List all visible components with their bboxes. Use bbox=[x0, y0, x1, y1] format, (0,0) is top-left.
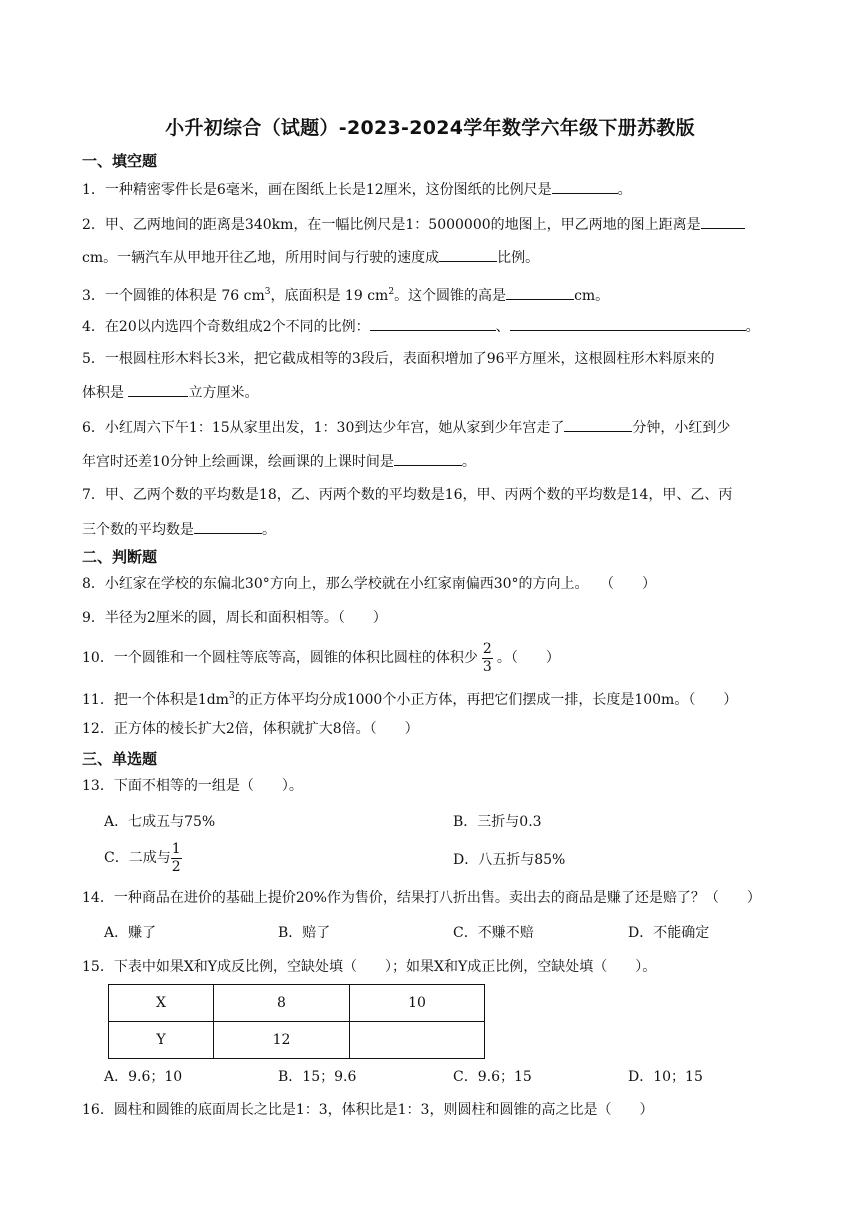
question-6-text: 6．小红周六下午1：15从家里出发，1：30到达少年宫，她从家到少年宫走了 bbox=[82, 420, 565, 436]
question-3 bbox=[82, 282, 609, 306]
option-b[interactable]: B．赔了 bbox=[278, 925, 331, 941]
section-heading-judge: 二、判断题 bbox=[82, 548, 158, 566]
table-row bbox=[109, 985, 485, 1022]
answer-blank[interactable] bbox=[128, 382, 188, 397]
table-row bbox=[109, 1022, 485, 1059]
exponent: 3 bbox=[264, 287, 271, 297]
table-cell: 8 bbox=[214, 985, 350, 1022]
option-d[interactable]: D．10；15 bbox=[628, 1069, 703, 1085]
question-4-text: 4．在20以内选四个奇数组成2个不同的比例： bbox=[82, 319, 370, 335]
question-3-text: ，底面积是 19 cm bbox=[270, 288, 389, 304]
table-cell: 10 bbox=[350, 985, 485, 1022]
answer-blank[interactable] bbox=[552, 179, 618, 194]
question-2-line-2 bbox=[82, 247, 539, 268]
table-cell: X bbox=[109, 985, 214, 1022]
question-6-text: 分钟，小红到少 bbox=[632, 420, 731, 436]
question-11 bbox=[82, 686, 737, 710]
table-cell: 12 bbox=[214, 1022, 350, 1059]
answer-blank[interactable] bbox=[194, 519, 262, 534]
page-title: 小升初综合（试题）-2023-2024学年数学六年级下册苏教版 bbox=[165, 117, 695, 139]
answer-blank[interactable] bbox=[439, 247, 497, 262]
question-13-stem: 13．下面不相等的一组是（ ）。 bbox=[82, 778, 303, 794]
option-a[interactable]: A．9.6；10 bbox=[104, 1069, 183, 1085]
separator: 、 bbox=[495, 319, 510, 335]
option-b[interactable]: B．三折与0.3 bbox=[453, 814, 542, 830]
question-5-text: 立方厘米。 bbox=[188, 385, 259, 401]
question-2-text: cm。一辆汽车从甲地开往乙地，所用时间与行驶的速度成 bbox=[82, 250, 440, 266]
question-1-tail: 。 bbox=[617, 182, 632, 198]
question-16: 16．圆柱和圆锥的底面周长之比是1：3，体积比是1：3，则圆柱和圆锥的高之比是（ ） bbox=[82, 1102, 654, 1118]
fraction-numerator: 1 bbox=[171, 840, 181, 857]
exponent: 2 bbox=[388, 287, 395, 297]
table-cell: Y bbox=[109, 1022, 214, 1059]
question-5-line-2 bbox=[82, 382, 258, 403]
question-3-text: cm。 bbox=[574, 288, 610, 304]
option-a[interactable]: A．七成五与75% bbox=[104, 814, 216, 830]
question-10-text: 10．一个圆锥和一个圆柱等底等高，圆锥的体积比圆柱的体积少 bbox=[82, 650, 478, 666]
question-1-text: 1．一种精密零件长是6毫米，画在图纸上长是12厘米，这份图纸的比例尺是 bbox=[82, 182, 552, 198]
option-d[interactable]: D．八五折与85% bbox=[453, 852, 566, 868]
fraction bbox=[482, 641, 493, 676]
question-8: 8．小红家在学校的东偏北30°方向上，那么学校就在小红家南偏西30°的方向上。 （ ） bbox=[82, 576, 656, 592]
question-14-stem: 14．一种商品在进价的基础上提价20%作为售价，结果打八折出售。卖出去的商品是赚了还是赔了？（ ） bbox=[82, 890, 761, 906]
question-5-text: 体积是 bbox=[82, 385, 129, 401]
question-5-text: 5．一根圆柱形木料长3米，把它截成相等的3段后，表面积增加了96平方厘米，这根圆柱形木料原来的 bbox=[82, 351, 715, 367]
fraction-numerator: 2 bbox=[482, 640, 492, 657]
question-7-text: 。 bbox=[262, 522, 276, 538]
option-c[interactable] bbox=[104, 840, 186, 876]
answer-blank[interactable] bbox=[394, 451, 462, 466]
question-11-text: 11．把一个体积是1dm bbox=[82, 692, 229, 708]
question-4 bbox=[82, 316, 760, 337]
question-2-line-1 bbox=[82, 214, 745, 235]
question-1 bbox=[82, 179, 632, 200]
exponent: 3 bbox=[228, 691, 235, 701]
section-heading-fill: 一、填空题 bbox=[82, 152, 158, 170]
fraction bbox=[171, 841, 182, 876]
question-15-stem: 15．下表中如果X和Y成反比例，空缺处填（ ）；如果X和Y成正比例，空缺处填（ ）。 bbox=[82, 959, 657, 975]
fraction-denominator: 3 bbox=[482, 658, 492, 675]
question-10-text: 。（ ） bbox=[496, 650, 560, 666]
answer-blank[interactable] bbox=[564, 417, 632, 432]
question-10 bbox=[82, 640, 560, 676]
question-2-text: 2．甲、乙两地间的距离是340km，在一幅比例尺是1：5000000的地图上，甲乙两地的图上距离是 bbox=[82, 217, 701, 233]
question-7-line-1 bbox=[82, 485, 732, 505]
section-heading-single: 三、单选题 bbox=[82, 750, 158, 768]
answer-blank[interactable] bbox=[506, 285, 574, 300]
answer-blank[interactable] bbox=[701, 214, 745, 229]
question-7-text: 7．甲、乙两个数的平均数是18，乙、丙两个数的平均数是16，甲、丙两个数的平均数是14，甲、乙、丙 bbox=[82, 487, 733, 503]
option-c-text: C．二成与 bbox=[104, 850, 171, 866]
question-11-text: 的正方体平均分成1000个小正方体，再把它们摆成一排，长度是100m。（ ） bbox=[234, 692, 738, 708]
table-cell-blank[interactable] bbox=[350, 1022, 485, 1059]
option-d[interactable]: D．不能确定 bbox=[628, 925, 710, 941]
question-4-tail: 。 bbox=[745, 319, 760, 335]
question-12: 12．正方体的棱长扩大2倍，体积就扩大8倍。（ ） bbox=[82, 721, 419, 737]
option-c[interactable]: C．9.6；15 bbox=[453, 1069, 532, 1085]
question-2-text: 比例。 bbox=[497, 250, 540, 266]
option-b[interactable]: B．15；9.6 bbox=[278, 1069, 357, 1085]
question-15-table bbox=[108, 984, 485, 1059]
question-3-text: 。这个圆锥的高是 bbox=[394, 288, 507, 304]
question-6-line-2 bbox=[82, 451, 476, 472]
option-c[interactable]: C．不赚不赔 bbox=[453, 925, 534, 941]
question-3-text: 3．一个圆锥的体积是 76 cm bbox=[82, 288, 265, 304]
question-6-text: 年宫时还差10分钟上绘画课，绘画课的上课时间是 bbox=[82, 454, 394, 470]
fraction-denominator: 2 bbox=[171, 858, 181, 875]
question-7-text: 三个数的平均数是 bbox=[82, 522, 194, 538]
question-6-line-1 bbox=[82, 417, 730, 438]
answer-blank[interactable] bbox=[510, 316, 746, 331]
question-6-text: 。 bbox=[461, 454, 476, 470]
question-5-line-1 bbox=[82, 349, 715, 369]
option-a[interactable]: A．赚了 bbox=[104, 925, 157, 941]
question-9: 9．半径为2厘米的圆，周长和面积相等。（ ） bbox=[82, 610, 387, 626]
question-7-line-2 bbox=[82, 519, 276, 540]
answer-blank[interactable] bbox=[370, 316, 496, 331]
